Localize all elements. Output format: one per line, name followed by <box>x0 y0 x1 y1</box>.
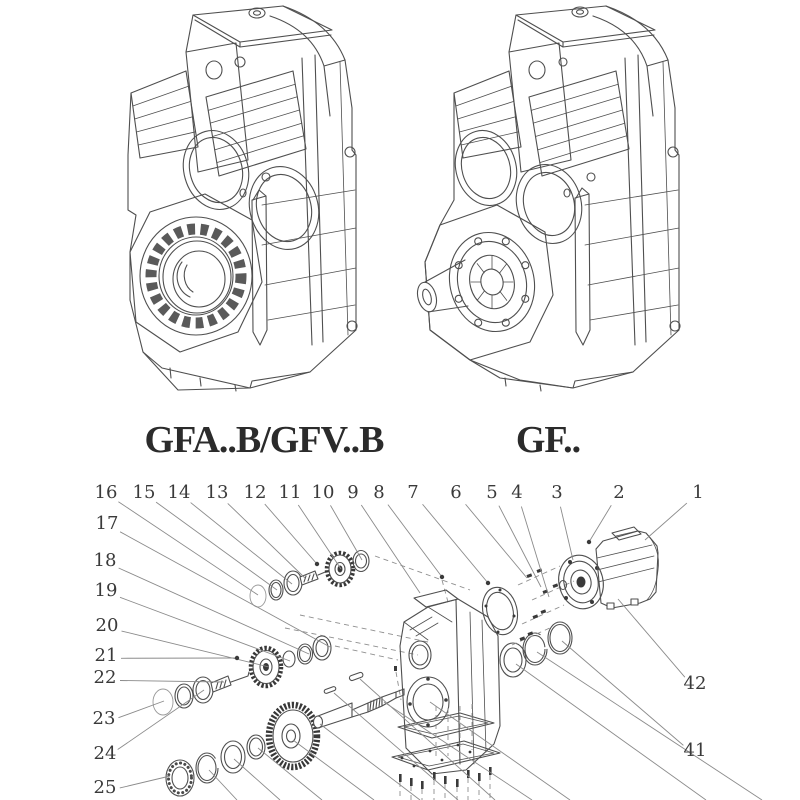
leader-line-2 <box>589 505 611 542</box>
ball-bearing <box>166 760 194 796</box>
leader-line-9 <box>361 505 420 593</box>
callout-number-1: 1 <box>692 482 704 503</box>
callout-number-2: 2 <box>613 482 625 503</box>
input-shaft-assembly <box>250 551 369 608</box>
leader-line-16 <box>118 502 258 595</box>
exploded-parts-diagram <box>93 482 762 800</box>
model-label-gf: GF.. <box>515 419 581 461</box>
model-label-gfab-gfvb: GFA..B/GFV..B <box>144 419 384 461</box>
oil-plug <box>564 189 570 197</box>
callout-number-14: 14 <box>167 482 191 503</box>
leader-dot-2 <box>587 540 591 544</box>
leader-line-20 <box>122 631 269 667</box>
leader-line-24 <box>118 690 204 750</box>
callout-number-21: 21 <box>94 645 118 666</box>
clamp-strap <box>575 194 590 345</box>
leader-line-23 <box>118 701 164 718</box>
callout-number-41: 41 <box>683 740 707 761</box>
intermediate-shaft-assembly <box>153 636 331 715</box>
output-shaft <box>314 716 323 728</box>
callout-layer <box>93 482 707 798</box>
callout-number-19: 19 <box>94 580 118 601</box>
leader-line-8 <box>388 505 442 577</box>
leader-line-4 <box>521 506 549 597</box>
callout-number-23: 23 <box>92 708 116 729</box>
callout-number-25: 25 <box>93 777 117 798</box>
snap-ring <box>196 753 218 783</box>
callout-number-4: 4 <box>511 482 523 503</box>
output-shaft-assembly <box>166 672 404 796</box>
callout-number-13: 13 <box>205 482 229 503</box>
leader-line-41 <box>562 641 683 745</box>
callout-number-16: 16 <box>94 482 118 503</box>
callout-number-15: 15 <box>132 482 156 503</box>
bolt-hole <box>587 173 595 181</box>
callout-number-5: 5 <box>486 482 498 503</box>
leader-dot-21 <box>235 656 239 660</box>
leader-line-1 <box>645 503 687 540</box>
bolt <box>394 666 397 671</box>
callout-number-7: 7 <box>407 482 419 503</box>
callout-number-20: 20 <box>95 615 119 636</box>
bolt-hole <box>529 61 545 79</box>
leader-line-3 <box>560 507 573 560</box>
callout-number-24: 24 <box>93 743 117 764</box>
leader-line-18 <box>119 568 309 654</box>
leader-line-7 <box>423 504 488 583</box>
leader-dot-12 <box>315 562 319 566</box>
motor <box>553 527 658 614</box>
bolt-hole <box>235 57 245 67</box>
leader-line-22 <box>120 681 224 682</box>
flange-gasket <box>478 584 523 639</box>
motor-foot <box>631 599 638 605</box>
callout-number-18: 18 <box>93 550 117 571</box>
bolt-hole <box>206 61 222 79</box>
callout-number-11: 11 <box>278 482 302 503</box>
bolt-hole <box>559 58 567 66</box>
output-flange <box>438 223 545 341</box>
leader-line-25 <box>120 776 170 788</box>
leader-line-13 <box>228 503 305 578</box>
output-bearing-face <box>140 217 252 335</box>
leader-line-5 <box>499 506 541 587</box>
leader-dot-7 <box>486 581 490 585</box>
callout-number-6: 6 <box>450 482 462 503</box>
callout-number-3: 3 <box>551 482 563 503</box>
retaining-ring <box>250 585 266 607</box>
motor-foot <box>607 603 614 609</box>
callout-number-22: 22 <box>93 667 117 688</box>
leader-line-17 <box>120 532 330 647</box>
callout-number-10: 10 <box>311 482 335 503</box>
key <box>324 686 337 694</box>
leader-line-42 <box>618 599 685 677</box>
splined-section <box>368 697 382 712</box>
gearbox-drawing-gfab-gfvb <box>128 6 357 391</box>
leader-line-12 <box>265 504 317 564</box>
retaining-ring <box>153 689 173 715</box>
leader-line-14 <box>191 503 292 584</box>
oil-seal-ring <box>548 622 572 654</box>
callout-number-42: 42 <box>683 673 707 694</box>
leader-dot-8 <box>440 575 444 579</box>
snap-ring <box>523 633 547 665</box>
leader-line-11 <box>298 505 341 569</box>
callout-number-9: 9 <box>347 482 359 503</box>
leader-line-15 <box>156 502 277 590</box>
callout-number-8: 8 <box>373 482 385 503</box>
gearbox-drawing-gf <box>414 6 680 391</box>
callout-number-12: 12 <box>243 482 267 503</box>
callout-number-17: 17 <box>95 513 119 534</box>
input-cover-rings <box>478 584 572 677</box>
